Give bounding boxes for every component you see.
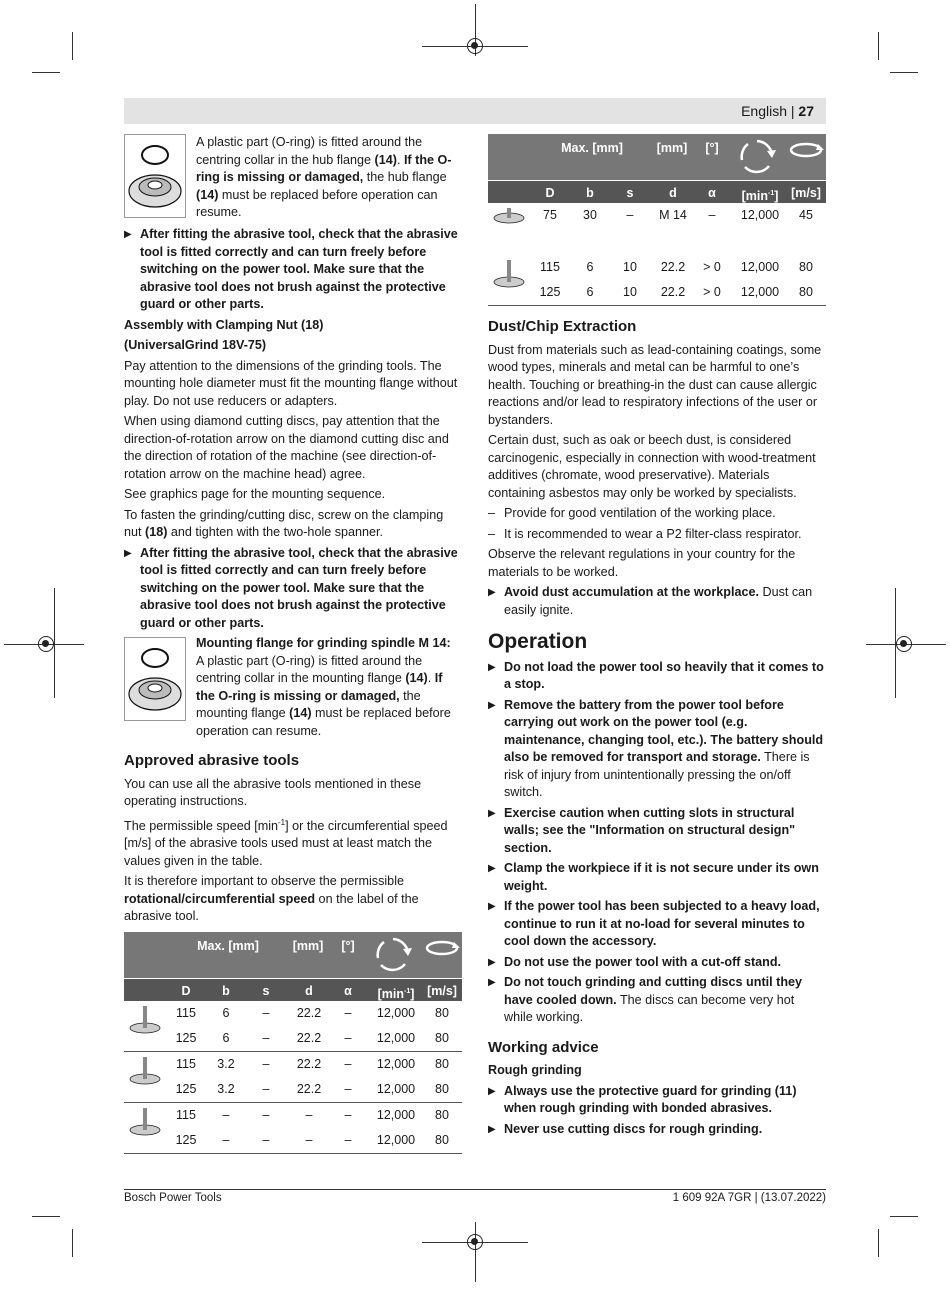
table-header-row-1: [124, 932, 462, 978]
table-cell: –: [626, 208, 634, 222]
table-cell: –: [262, 1030, 270, 1045]
table-row: [488, 203, 826, 228]
assembly-title: Assembly with Clamping Nut (18): [124, 317, 324, 332]
table-row-group: [488, 255, 826, 306]
check-abrasive-bullet: [124, 545, 462, 633]
bullet-text: After fitting the abrasive tool, check that the abrasive tool is fitted correctly and can turn freely before switching on the power tool. Make sure that the abrasive tool does not brush against the protective guard or other parts.: [140, 227, 458, 311]
bullet: ▶ Do not use the power tool with a cut-off stand.: [488, 954, 826, 972]
section-title: Dust/Chip Extraction: [488, 318, 637, 335]
rotation-speed-icon: [372, 934, 414, 976]
ref-18: (18): [145, 525, 168, 539]
table-cell: 12,000: [376, 1081, 416, 1096]
col-D: D: [545, 186, 555, 200]
table-row: [124, 1103, 462, 1128]
table-cell: 80: [435, 1005, 449, 1020]
footer-brand: Bosch Power Tools: [124, 1192, 222, 1204]
table-cell: –: [344, 1107, 352, 1122]
crop-mark: [72, 32, 73, 60]
o-ring-flange-figure: [124, 134, 186, 218]
table-cell: 22.2: [660, 260, 686, 274]
col-alpha: α: [708, 186, 716, 200]
table-cell: 12,000: [740, 260, 780, 274]
paragraph: See graphics page for the mounting sequence.: [124, 487, 386, 501]
o-ring-warning: If the O-ring is missing or damaged,: [196, 152, 452, 184]
paragraph: Pay attention to the dimensions of the grinding tools. The mounting hole diameter must fit the mounting flange without play. Do not use reducers or adapters.: [124, 358, 458, 408]
table-header-row-1: [488, 134, 826, 180]
table-cell: –: [262, 1081, 270, 1096]
table-row: [488, 255, 826, 280]
dash-item: – Provide for good ventilation of the working place.: [488, 505, 826, 523]
bullet: ▶ Do not load the power tool so heavily that it comes to a stop.: [488, 659, 826, 694]
header-max: Max. [mm]: [561, 141, 623, 155]
hub-flange-text: A plastic part (O-ring) is fitted around the centring collar in the hub flange: [196, 135, 423, 167]
table-cell: 80: [435, 1030, 449, 1045]
table-cell: 6: [586, 260, 594, 274]
table-cell: 30: [583, 208, 597, 222]
paragraph: To fasten the grinding/cutting disc, screw on the clamping nut (18) and tighten with the two-hole spanner.: [124, 507, 444, 539]
crop-mark: [878, 1229, 879, 1257]
table-cell: –: [344, 1005, 352, 1020]
check-abrasive-bullet: [124, 226, 462, 314]
col-b: b: [586, 186, 594, 200]
subsection-title: Rough grinding: [488, 1063, 582, 1077]
table-cell: –: [344, 1056, 352, 1071]
header-mm: [mm]: [656, 141, 688, 155]
col-D: D: [181, 983, 191, 998]
assembly-subtitle: (UniversalGrind 18V-75): [124, 338, 267, 352]
header-language: English: [741, 103, 787, 119]
right-column: [488, 134, 826, 1141]
header-deg: [°]: [705, 141, 719, 155]
table-cell: 115: [540, 260, 560, 274]
ref-14: (14): [374, 152, 397, 167]
table-cell: 3.2: [217, 1081, 235, 1096]
bullet: ▶ Do not touch grinding and cutting discs until they have cooled down. The discs can become very hot while working.: [488, 974, 826, 1027]
bullet: ▶ If the power tool has been subjected to a heavy load, continue to run it at no-load for several minutes to cool down the accessory.: [488, 898, 826, 951]
abrasive-table-right: [488, 134, 826, 306]
ref-14: (14): [196, 187, 219, 202]
table-cell: 22.2: [296, 1081, 322, 1096]
paragraph: When using diamond cutting discs, pay attention that the direction-of-rotation arrow on the diamond cutting disc and the direction of rotation of the machine (see direction-of-rotation arrow on the machine head) agree.: [124, 414, 449, 481]
table-cell: 125: [539, 285, 561, 299]
o-ring-warning: If the O-ring is missing or damaged,: [196, 671, 443, 703]
crop-mark: [475, 1222, 476, 1282]
table-row-group: [488, 203, 826, 255]
o-ring-flange-figure: [124, 637, 186, 721]
col-s: s: [262, 983, 270, 998]
table-cell: –: [262, 1107, 270, 1122]
table-cell: 12,000: [740, 208, 780, 222]
table-body: [124, 1001, 462, 1154]
header-band: [124, 98, 826, 124]
bullet: ▶ Exercise caution when cutting slots in structural walls; see the "Information on structural design" section.: [488, 805, 826, 858]
table-cell: 6: [222, 1005, 230, 1020]
paragraph: You can use all the abrasive tools mentioned in these operating instructions.: [124, 776, 422, 808]
crop-mark: [54, 588, 55, 698]
table-cell: 6: [222, 1030, 230, 1045]
dash-item: – It is recommended to wear a P2 filter-class respirator.: [488, 526, 826, 544]
hub-flange-note: A plastic part (O-ring) is fitted around the centring collar in the hub flange (14). If the O-ring is missing or damaged, the hub flange (14) must be replaced before operation can resume.: [124, 134, 462, 222]
circumferential-speed-icon: [788, 140, 824, 160]
registration-mark-icon: [38, 636, 54, 652]
table-cell: 125: [175, 1030, 197, 1045]
table-cell: 80: [435, 1107, 449, 1122]
col-d: d: [305, 983, 313, 998]
speed-emphasis: rotational/circumferential speed: [124, 891, 316, 906]
table-cell: 12,000: [376, 1107, 416, 1122]
table-cell: > 0: [703, 260, 721, 274]
table-cell: 75: [543, 208, 557, 222]
table-cell: 80: [799, 260, 813, 274]
bullet: ▶ Clamp the workpiece if it is not secure under its own weight.: [488, 860, 826, 895]
left-column: [124, 134, 462, 1164]
table-cell: 80: [435, 1056, 449, 1071]
paragraph: It is therefore important to observe the permissible rotational/circumferential speed on the label of the abrasive tool.: [124, 874, 419, 924]
table-header-row-2: [124, 978, 462, 1001]
flange-title: Mounting flange for grinding spindle M 14:: [196, 636, 451, 650]
table-cell: 22.2: [660, 285, 686, 299]
table-cell: –: [344, 1132, 352, 1147]
registration-mark-icon: [896, 636, 912, 652]
col-s: s: [626, 186, 634, 200]
table-cell: 10: [623, 285, 637, 299]
table-cell: 80: [435, 1081, 449, 1096]
table-cell: 80: [799, 285, 813, 299]
table-cell: 125: [175, 1081, 197, 1096]
table-cell: 80: [435, 1132, 449, 1147]
table-cell: –: [344, 1081, 352, 1096]
table-cell: 22.2: [296, 1056, 322, 1071]
bullet: ▶ Always use the protective guard for grinding (11) when rough grinding with bonded abrasives.: [488, 1083, 826, 1118]
crop-mark: [878, 32, 879, 60]
registration-mark-icon: [467, 38, 483, 54]
table-cell: 10: [623, 260, 637, 274]
table-row: [124, 1052, 462, 1077]
registration-mark-icon: [467, 1234, 483, 1250]
col-alpha: α: [344, 983, 352, 998]
table-cell: –: [222, 1132, 230, 1147]
col-d: d: [669, 186, 677, 200]
col-ms: [m/s]: [427, 983, 457, 998]
mounting-flange-note: Mounting flange for grinding spindle M 14: A plastic part (O-ring) is fitted around the centring collar in the mounting flange (14). If the O-ring is missing or damaged, the mounting flange (14) must be replaced before operation can resume.: [124, 635, 462, 740]
table-cell: 12,000: [376, 1056, 416, 1071]
bullet: ▶ Remove the battery from the power tool before carrying out work on the power tool (e.g. maintenance, changing tool, etc.). The battery should also be removed for transport and storage. There is risk of injury from unintentionally pressing the on/off switch.: [488, 697, 826, 802]
bullet: ▶ Avoid dust accumulation at the workplace. Dust can easily ignite.: [488, 584, 826, 619]
header-mm: [mm]: [292, 938, 324, 953]
crop-mark: [32, 1216, 60, 1217]
table-row: [124, 1077, 462, 1102]
footer-rule: [124, 1189, 826, 1190]
table-row-group: [124, 1103, 462, 1154]
footer-doc-number: 1 609 92A 7GR | (13.07.2022): [672, 1192, 826, 1204]
table-cell: 115: [176, 1107, 196, 1122]
table-cell: –: [305, 1107, 313, 1122]
section-title: Working advice: [488, 1038, 599, 1056]
table-cell: 12,000: [376, 1030, 416, 1045]
table-cell: –: [708, 208, 716, 222]
col-min: $[\min^{-1}]$: [741, 189, 779, 204]
table-cell: 45: [799, 208, 813, 222]
rotation-speed-icon: [736, 136, 778, 178]
abrasive-table-left: [124, 932, 462, 1154]
section-title: Approved abrasive tools: [124, 752, 300, 769]
paragraph: The permissible speed $[\min^{-1}]$ or the circumferential speed [m/s] of the abrasive tools used must at least match the values given in the table.: [124, 817, 448, 868]
table-cell: –: [262, 1005, 270, 1020]
table-cell: 12,000: [376, 1005, 416, 1020]
table-cell: –: [305, 1132, 313, 1147]
table-cell: 115: [176, 1005, 196, 1020]
paragraph: Certain dust, such as oak or beech dust, is considered carcinogenic, especially in connection with wood-treatment additives (chromate, wood preservative). Materials containing asbestos may only be worked by specialists.: [488, 433, 816, 500]
table-row: [124, 1001, 462, 1026]
paragraph: Dust from materials such as lead-containing coatings, some wood types, minerals and metal can be harmful to one’s health. Touching or breathing-in the dust can cause allergic reactions and/or lead to respiratory infections of the user or bystanders.: [488, 342, 822, 427]
table-row: [124, 1128, 462, 1153]
header-max: Max. [mm]: [197, 938, 259, 953]
table-cell: –: [344, 1030, 352, 1045]
hub-flange-text-2: the hub flange: [363, 170, 447, 184]
ref-14: (14): [405, 671, 428, 685]
paragraph: Observe the relevant regulations in your country for the materials to be worked.: [488, 547, 796, 579]
table-header-row-2: [488, 180, 826, 203]
table-cell: M 14: [659, 208, 687, 222]
table-cell: 22.2: [296, 1005, 322, 1020]
table-cell: 125: [175, 1132, 197, 1147]
table-row: [124, 1026, 462, 1051]
table-cell: 12,000: [376, 1132, 416, 1147]
page-header: English | 27: [741, 103, 814, 119]
col-ms: [m/s]: [791, 186, 821, 200]
page-number: 27: [798, 103, 814, 119]
crop-mark: [890, 72, 918, 73]
table-cell: 115: [176, 1056, 196, 1071]
col-b: b: [222, 983, 230, 998]
header-deg: [°]: [341, 938, 355, 953]
bullet-text: After fitting the abrasive tool, check that the abrasive tool is fitted correctly and can turn freely before switching on the power tool. Make sure that the abrasive tool does not brush against the protective guard or other parts.: [140, 545, 458, 630]
crop-mark: [32, 72, 60, 73]
col-min: $[\min^{-1}]$: [377, 986, 415, 1001]
table-row-group: [124, 1001, 462, 1052]
hub-flange-text-3: must be replaced before operation can resume.: [196, 187, 438, 219]
table-cell: 22.2: [296, 1030, 322, 1045]
table-row: [488, 280, 826, 305]
operation-title: Operation: [488, 630, 588, 653]
crop-mark: [72, 1229, 73, 1257]
table-cell: 3.2: [217, 1056, 235, 1071]
table-body: [488, 203, 826, 306]
ref-14: (14): [289, 706, 312, 720]
bullet: ▶ Never use cutting discs for rough grinding.: [488, 1121, 826, 1139]
table-cell: –: [222, 1107, 230, 1122]
circumferential-speed-icon: [424, 938, 460, 958]
table-cell: 12,000: [740, 285, 780, 299]
table-cell: > 0: [703, 285, 721, 299]
table-cell: –: [262, 1056, 270, 1071]
crop-mark: [890, 1216, 918, 1217]
table-row-group: [124, 1052, 462, 1103]
table-cell: 6: [586, 285, 594, 299]
table-cell: –: [262, 1132, 270, 1147]
